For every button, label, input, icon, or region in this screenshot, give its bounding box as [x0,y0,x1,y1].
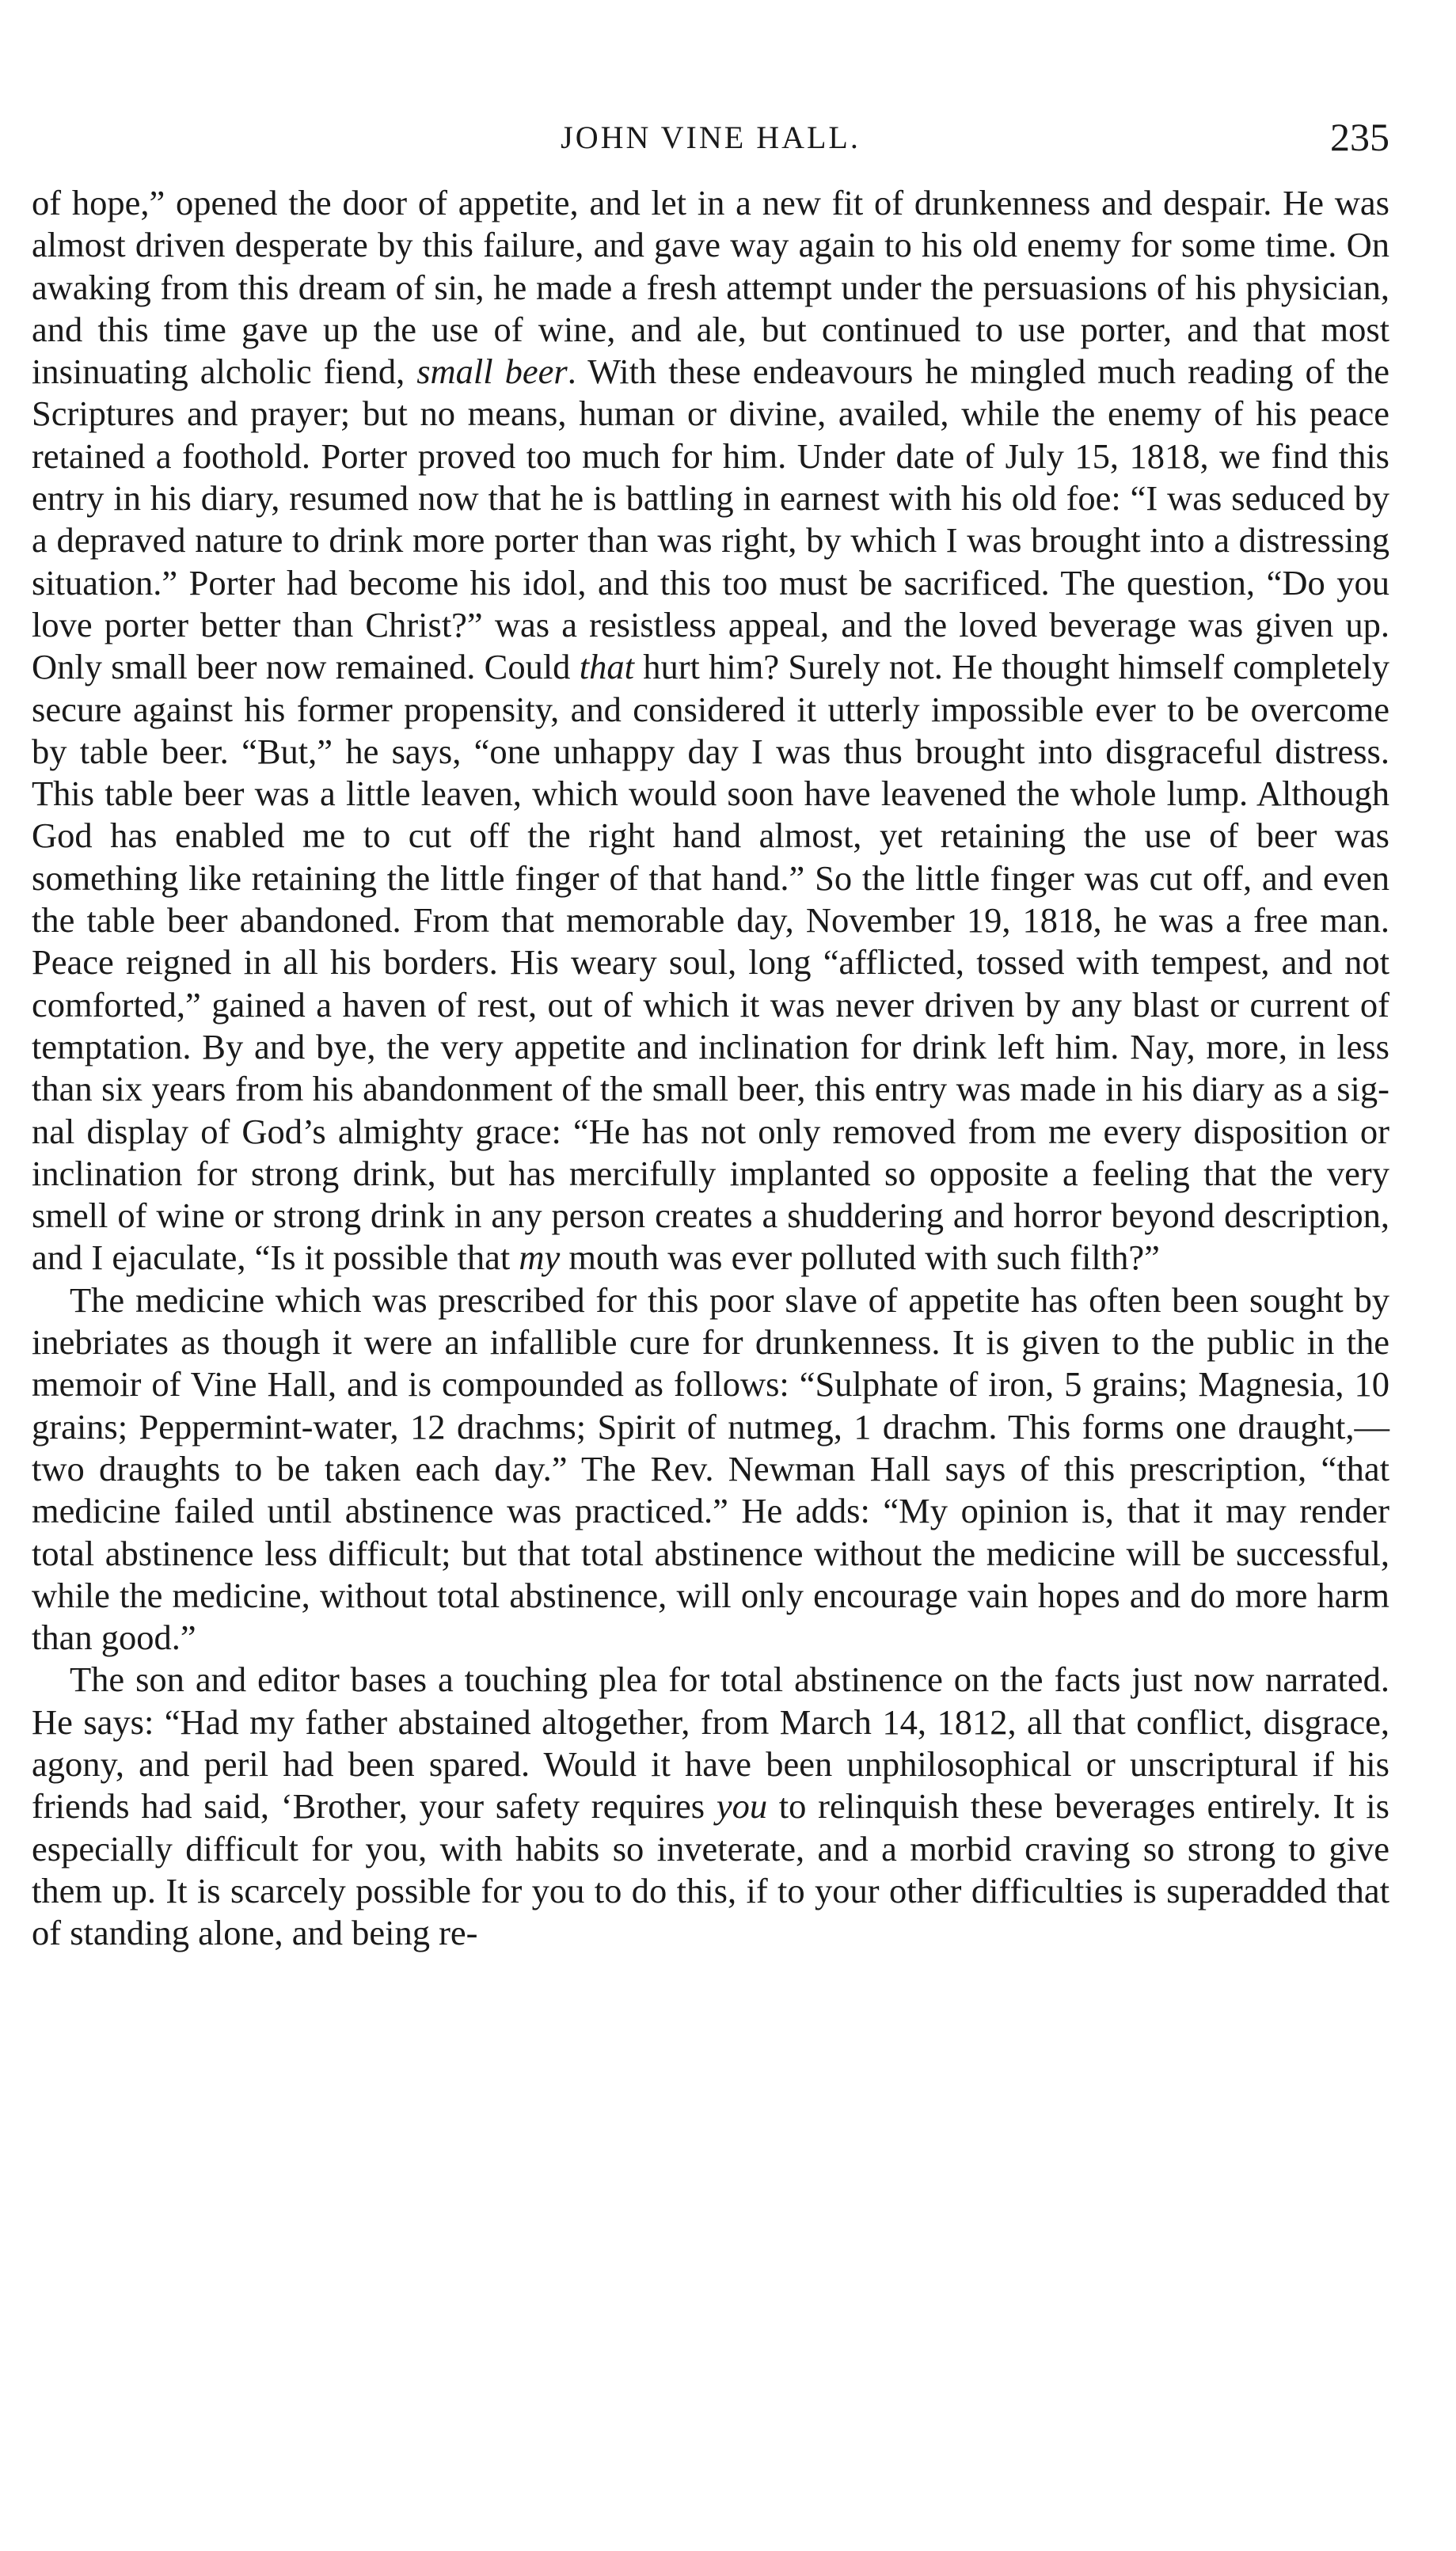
text-run: to relinquish these beverages entirely. It is especially difficult for you, with habits so inveterate, and a morbid craving so strong to give them up. It is scarcely possible for you to do this, if to your other difficulties is superadded that of standing alone, and being re- [32,1786,1389,1953]
paragraph-2 [32,1279,1389,1659]
book-page [32,115,1389,1954]
running-title: JOHN VINE HALL. [561,120,861,155]
text-run: . With these endeavours he mingled much reading of the Scriptures and prayer; but no means, human or divine, availed, while the enemy of his peace retained a foothold. Porter proved too much for him. Under date of July 15, 1818, we find this entry in his diary, resumed now that he is battling in earnest with his old foe: “I was seduced by a depraved nature to drink more porter than was right, by which I was brought into a distressing situation.” Porter had become his idol, and this too must be sacrificed. The question, “Do you love porter better than Christ?” was a resistless appeal, and the loved beverage was given up. Only small beer now remained. Could [32,352,1389,687]
text-run: of hope,” opened the door of appetite, and let in a new fit of drunkenness and despair. He was almost driven desperate by this failure, and gave way again to his old enemy for some time. On awaking from this dream of sin, he made a fresh attempt under the persuasions of his physician, and this time gave up the use of wine, and ale, but continued to use porter, and that most insinuating alcholic fiend, [32,183,1389,392]
text-run: The medicine which was prescribed for this poor slave of appetite has often been sought by inebriates as though it were an infallible cure for drunkenness. It is given to the public in the memoir of Vine Hall, and is compounded as follows: “Sulphate of iron, 5 grains; Magnesia, 10 grains; Peppermint-water, 12 drachms; Spirit of nutmeg, 1 drachm. This forms one draught,—two draughts to be taken each day.” The Rev. Newman Hall says of this prescription, “that medicine failed until abstinence was practiced.” He adds: “My opinion is, that it may render total abstinence less difficult; but that total abstinence without the medicine will be successful, while the medicine, without total abstinence, will only encourage vain hopes and do more harm than good.” [32,1279,1389,1658]
text-run: mouth was ever polluted with such filth?” [560,1237,1160,1278]
body-text [32,182,1389,1954]
page-number: 235 [1330,115,1389,159]
running-header [32,115,1389,174]
text-run: hurt him? Surely not. He thought himself completely secure against his former propensity, and considered it utterly impossible ever to be overcome by table beer. “But,” he says, “one unhappy day I was thus brought into disgraceful distress. This table beer was a little leaven, which would soon have leavened the whole lump. Although God has enabled me to cut off the right hand almost, yet retaining the use of beer was something like retaining the little finger of that hand.” So the little finger was cut off, and even the table beer abandoned. From that memorable day, November 19, 1818, he was a free man. Peace reigned in all his borders. His weary soul, long “afflicted, tossed with tempest, and not comforted,” gained a haven of rest, out of which it was never driven by any blast or current of temptation. By and bye, the very appetite and inclination for drink left him. Nay, more, in less than six years from his abandonment of the small beer, this entry was made in his diary as a signal display of God’s almighty grace: “He has not only removed from me every disposition or inclination for strong drink, but has mercifully implanted so opposite a feeling that the very smell of wine or strong drink in any person creates a shuddering and horror beyond description, and I ejaculate, “Is it possible that [32,647,1389,1278]
paragraph-3 [32,1659,1389,1954]
text-run: The son and editor bases a touching plea for total abstinence on the facts just now narrated. He says: “Had my father abstained altogether, from March 14, 1812, all that conflict, disgrace, agony, and peril had been spared. Would it have been unphilosophical or unscriptural if his friends had said, ‘Brother, your safety requires [32,1659,1389,1827]
emphasis-text: that [579,647,634,687]
emphasis-text: small beer [416,352,568,392]
emphasis-text: you [716,1786,768,1827]
paragraph-1 [32,182,1389,1279]
emphasis-text: my [519,1237,561,1278]
